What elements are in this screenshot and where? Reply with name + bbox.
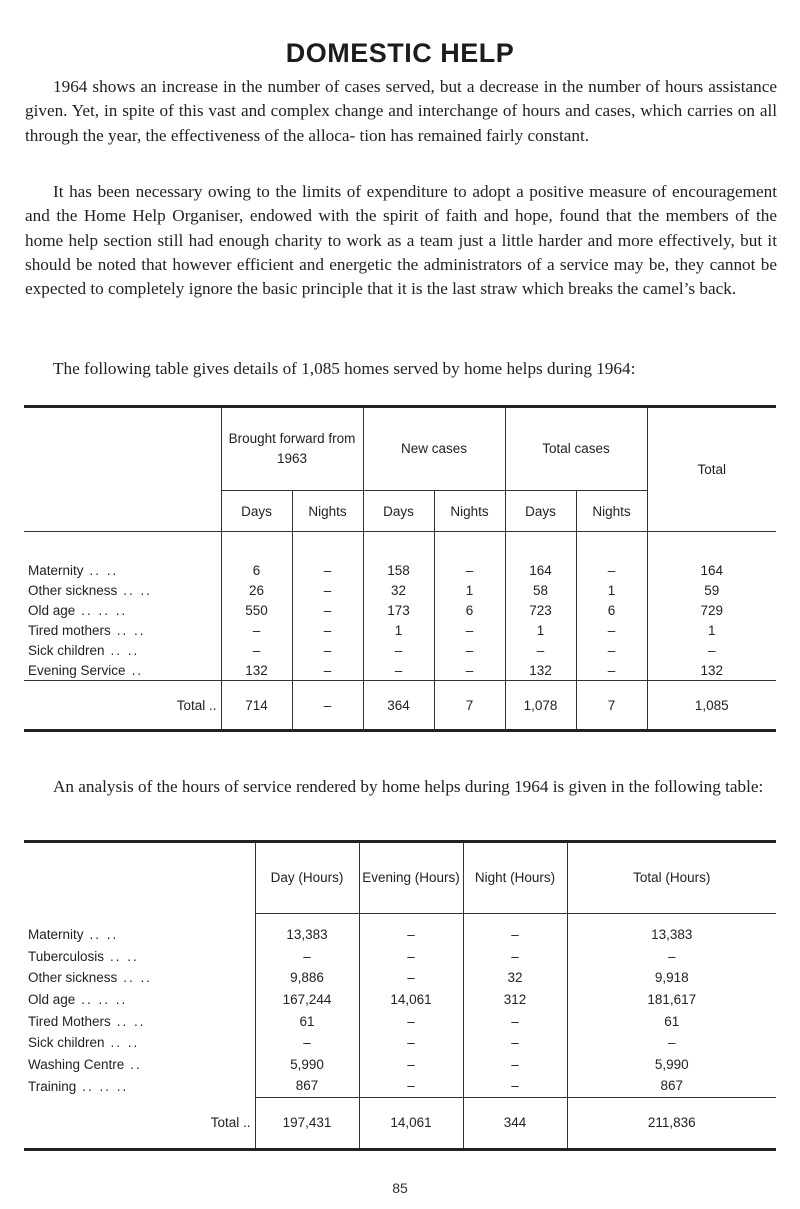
table-cell: 9,918 bbox=[567, 967, 776, 989]
table-cell: – bbox=[359, 1075, 463, 1097]
table-cell: – bbox=[567, 1032, 776, 1054]
table-cell: – bbox=[359, 967, 463, 989]
row-leader-dots: .. .. .. bbox=[81, 602, 128, 618]
row-label bbox=[24, 946, 255, 968]
table-cell: – bbox=[359, 946, 463, 968]
table-row bbox=[24, 1010, 776, 1032]
table-cell: 1 bbox=[505, 620, 576, 640]
table-cell: – bbox=[363, 640, 434, 660]
table1-corner-lower bbox=[24, 491, 221, 532]
total-cell: 1,078 bbox=[505, 681, 576, 731]
row-label-text: Sick children bbox=[28, 642, 105, 658]
table-cell: – bbox=[434, 620, 505, 640]
table-cell: – bbox=[463, 1032, 567, 1054]
total-cell: – bbox=[292, 681, 363, 731]
total-cell: 364 bbox=[363, 681, 434, 731]
row-label-text: Tired mothers bbox=[28, 622, 111, 638]
table-cell: – bbox=[255, 946, 359, 968]
table-cell: 181,617 bbox=[567, 989, 776, 1011]
header-night-hours: Night (Hours) bbox=[463, 842, 567, 914]
row-leader-dots: .. bbox=[131, 662, 144, 678]
row-label-text: Washing Centre bbox=[28, 1056, 125, 1072]
table-row bbox=[24, 1032, 776, 1054]
table-row bbox=[24, 1054, 776, 1076]
table-cell: 32 bbox=[463, 967, 567, 989]
row-leader-dots: .. bbox=[130, 1056, 142, 1072]
table1-corner bbox=[24, 407, 221, 491]
table-cell: – bbox=[292, 640, 363, 660]
table-cell: 164 bbox=[647, 532, 776, 581]
table-cell: – bbox=[221, 620, 292, 640]
header-evening-hours: Evening (Hours) bbox=[359, 842, 463, 914]
subheader-total-days: Days bbox=[505, 491, 576, 532]
table-cell: 58 bbox=[505, 580, 576, 600]
row-leader-dots: .. .. .. bbox=[81, 992, 128, 1008]
table-cell: 312 bbox=[463, 989, 567, 1011]
row-leader-dots: .. .. bbox=[89, 927, 119, 943]
paragraph-expenditure: It has been necessary owing to the limits of expenditure to adopt a positive measure of encouragement and the Home Help Organiser, endowed with the spirit of faith and hope, found that the members of the home help section still had enough charity to work as a team just a little harder and more effectively, but it should be noted that however efficient and energetic the administrators of a service may be, they cannot be expected to completely ignore the basic principle that it is the last straw which breaks the camel’s back. bbox=[25, 182, 777, 299]
paragraph-intro: 1964 shows an increase in the number of cases served, but a decrease in the number of hours assistance given. Yet, in spite of this vast and complex change and interchange of hours and cases, which carries on all through the year, the effectiveness of the alloca- tion has remained fairly constant. bbox=[25, 77, 777, 145]
row-label-text: Maternity bbox=[28, 562, 84, 578]
table-row bbox=[24, 914, 776, 946]
table-cell: 1 bbox=[647, 620, 776, 640]
total-cell: 1,085 bbox=[647, 681, 776, 731]
total-cell: 7 bbox=[434, 681, 505, 731]
table-cell: – bbox=[255, 1032, 359, 1054]
table-cell: 729 bbox=[647, 600, 776, 620]
table-cell: 158 bbox=[363, 532, 434, 581]
table-cell: 1 bbox=[434, 580, 505, 600]
table-cell: – bbox=[567, 946, 776, 968]
table-cell: 132 bbox=[647, 660, 776, 681]
total-row bbox=[24, 1097, 776, 1149]
row-label-text: Old age bbox=[28, 602, 76, 618]
row-leader-dots: .. .. bbox=[110, 948, 139, 964]
hours-of-service-table bbox=[24, 840, 776, 1151]
table-cell: – bbox=[359, 1010, 463, 1032]
header-new-cases: New cases bbox=[363, 407, 505, 491]
row-label-text: Other sickness bbox=[28, 582, 118, 598]
total-label: Total .. bbox=[24, 681, 221, 731]
row-leader-dots: .. .. bbox=[110, 642, 140, 658]
row-label-text: Old age bbox=[28, 992, 76, 1008]
total-cell: 7 bbox=[576, 681, 647, 731]
row-label bbox=[24, 580, 221, 600]
table-cell: – bbox=[292, 620, 363, 640]
table-cell: – bbox=[647, 640, 776, 660]
header-brought-forward: Brought forward from 1963 bbox=[221, 407, 363, 491]
row-label bbox=[24, 620, 221, 640]
subheader-new-days: Days bbox=[363, 491, 434, 532]
table-cell: – bbox=[576, 640, 647, 660]
page-title: DOMESTIC HELP bbox=[285, 38, 515, 68]
table-row bbox=[24, 989, 776, 1011]
table-cell: 26 bbox=[221, 580, 292, 600]
table-row bbox=[24, 946, 776, 968]
table-cell: – bbox=[463, 1010, 567, 1032]
row-leader-dots: .. .. bbox=[123, 582, 153, 598]
row-label bbox=[24, 532, 221, 581]
table-cell: – bbox=[363, 660, 434, 681]
row-label bbox=[24, 1032, 255, 1054]
total-cell: 344 bbox=[463, 1097, 567, 1149]
row-label bbox=[24, 1075, 255, 1097]
table-cell: – bbox=[292, 532, 363, 581]
row-label bbox=[24, 1010, 255, 1032]
row-leader-dots: .. .. bbox=[123, 970, 153, 986]
table-cell: 59 bbox=[647, 580, 776, 600]
subheader-total-nights: Nights bbox=[576, 491, 647, 532]
total-cell: 211,836 bbox=[567, 1097, 776, 1149]
paragraph-table2-intro: An analysis of the hours of service rendered by home helps during 1964 is given in the following table: bbox=[53, 777, 764, 796]
table-cell: 867 bbox=[567, 1075, 776, 1097]
total-label: Total .. bbox=[210, 1115, 251, 1130]
table-cell: – bbox=[576, 620, 647, 640]
table-cell: 723 bbox=[505, 600, 576, 620]
table-cell: 132 bbox=[505, 660, 576, 681]
subheader-new-nights: Nights bbox=[434, 491, 505, 532]
table-cell: – bbox=[434, 640, 505, 660]
table-cell: – bbox=[292, 660, 363, 681]
subheader-bf-nights: Nights bbox=[292, 491, 363, 532]
page-number: 85 bbox=[392, 1180, 408, 1196]
row-label-text: Tired Mothers bbox=[28, 1013, 111, 1029]
table-cell: – bbox=[292, 580, 363, 600]
header-total-hours: Total (Hours) bbox=[567, 842, 776, 914]
table-cell: – bbox=[463, 1054, 567, 1076]
row-label bbox=[24, 660, 221, 681]
total-cell: 14,061 bbox=[359, 1097, 463, 1149]
row-leader-dots: .. .. bbox=[89, 562, 119, 578]
table-cell: 6 bbox=[221, 532, 292, 581]
row-label bbox=[24, 640, 221, 660]
row-leader-dots: .. .. bbox=[116, 622, 146, 638]
header-total-cases: Total cases bbox=[505, 407, 647, 491]
table-cell: – bbox=[292, 600, 363, 620]
table-cell: 167,244 bbox=[255, 989, 359, 1011]
table-cell: 13,383 bbox=[255, 914, 359, 946]
total-cell: 197,431 bbox=[255, 1097, 359, 1149]
row-leader-dots: .. .. bbox=[116, 1013, 146, 1029]
total-cell: 714 bbox=[221, 681, 292, 731]
table-cell: 14,061 bbox=[359, 989, 463, 1011]
table-cell: 1 bbox=[576, 580, 647, 600]
table-cell: 550 bbox=[221, 600, 292, 620]
homes-served-table bbox=[24, 405, 776, 732]
paragraph-table1-intro: The following table gives details of 1,085 homes served by home helps during 1964: bbox=[53, 359, 636, 378]
table-cell: 5,990 bbox=[255, 1054, 359, 1076]
table-cell: 132 bbox=[221, 660, 292, 681]
row-label bbox=[24, 989, 255, 1011]
table-row bbox=[24, 620, 776, 640]
row-label-text: Other sickness bbox=[28, 970, 118, 986]
table-cell: 32 bbox=[363, 580, 434, 600]
table-cell: 1 bbox=[363, 620, 434, 640]
header-day-hours: Day (Hours) bbox=[255, 842, 359, 914]
table-cell: – bbox=[463, 1075, 567, 1097]
table-cell: 5,990 bbox=[567, 1054, 776, 1076]
header-total: Total bbox=[647, 407, 776, 532]
total-row bbox=[24, 681, 776, 731]
table-cell: – bbox=[576, 532, 647, 581]
table-row bbox=[24, 660, 776, 681]
table-cell: 173 bbox=[363, 600, 434, 620]
row-leader-dots: .. .. .. bbox=[82, 1078, 129, 1094]
row-label bbox=[24, 600, 221, 620]
subheader-bf-days: Days bbox=[221, 491, 292, 532]
row-label bbox=[24, 914, 255, 946]
row-label-text: Tuberculosis bbox=[28, 948, 105, 964]
table-cell: 61 bbox=[567, 1010, 776, 1032]
table-cell: – bbox=[463, 914, 567, 946]
table-row bbox=[24, 580, 776, 600]
table-cell: 6 bbox=[576, 600, 647, 620]
row-label-text: Maternity bbox=[28, 927, 84, 943]
table-cell: – bbox=[359, 1032, 463, 1054]
table-cell: – bbox=[434, 532, 505, 581]
table-cell: 6 bbox=[434, 600, 505, 620]
table-row bbox=[24, 640, 776, 660]
table-row bbox=[24, 967, 776, 989]
table-row bbox=[24, 1075, 776, 1097]
table-cell: – bbox=[359, 1054, 463, 1076]
row-label-text: Sick children bbox=[28, 1035, 105, 1051]
table-cell: – bbox=[576, 660, 647, 681]
row-label bbox=[24, 967, 255, 989]
table-cell: 164 bbox=[505, 532, 576, 581]
row-label-text: Evening Service bbox=[28, 662, 126, 678]
table-cell: 9,886 bbox=[255, 967, 359, 989]
table2-corner bbox=[24, 842, 255, 914]
table-cell: 13,383 bbox=[567, 914, 776, 946]
table-cell: – bbox=[505, 640, 576, 660]
row-label-text: Training bbox=[28, 1078, 77, 1094]
table-cell: – bbox=[463, 946, 567, 968]
row-leader-dots: .. .. bbox=[110, 1035, 140, 1051]
table-cell: – bbox=[221, 640, 292, 660]
table-cell: 61 bbox=[255, 1010, 359, 1032]
table-row bbox=[24, 600, 776, 620]
row-label bbox=[24, 1054, 255, 1076]
table-cell: – bbox=[434, 660, 505, 681]
table-cell: – bbox=[359, 914, 463, 946]
table-cell: 867 bbox=[255, 1075, 359, 1097]
table-row bbox=[24, 532, 776, 581]
